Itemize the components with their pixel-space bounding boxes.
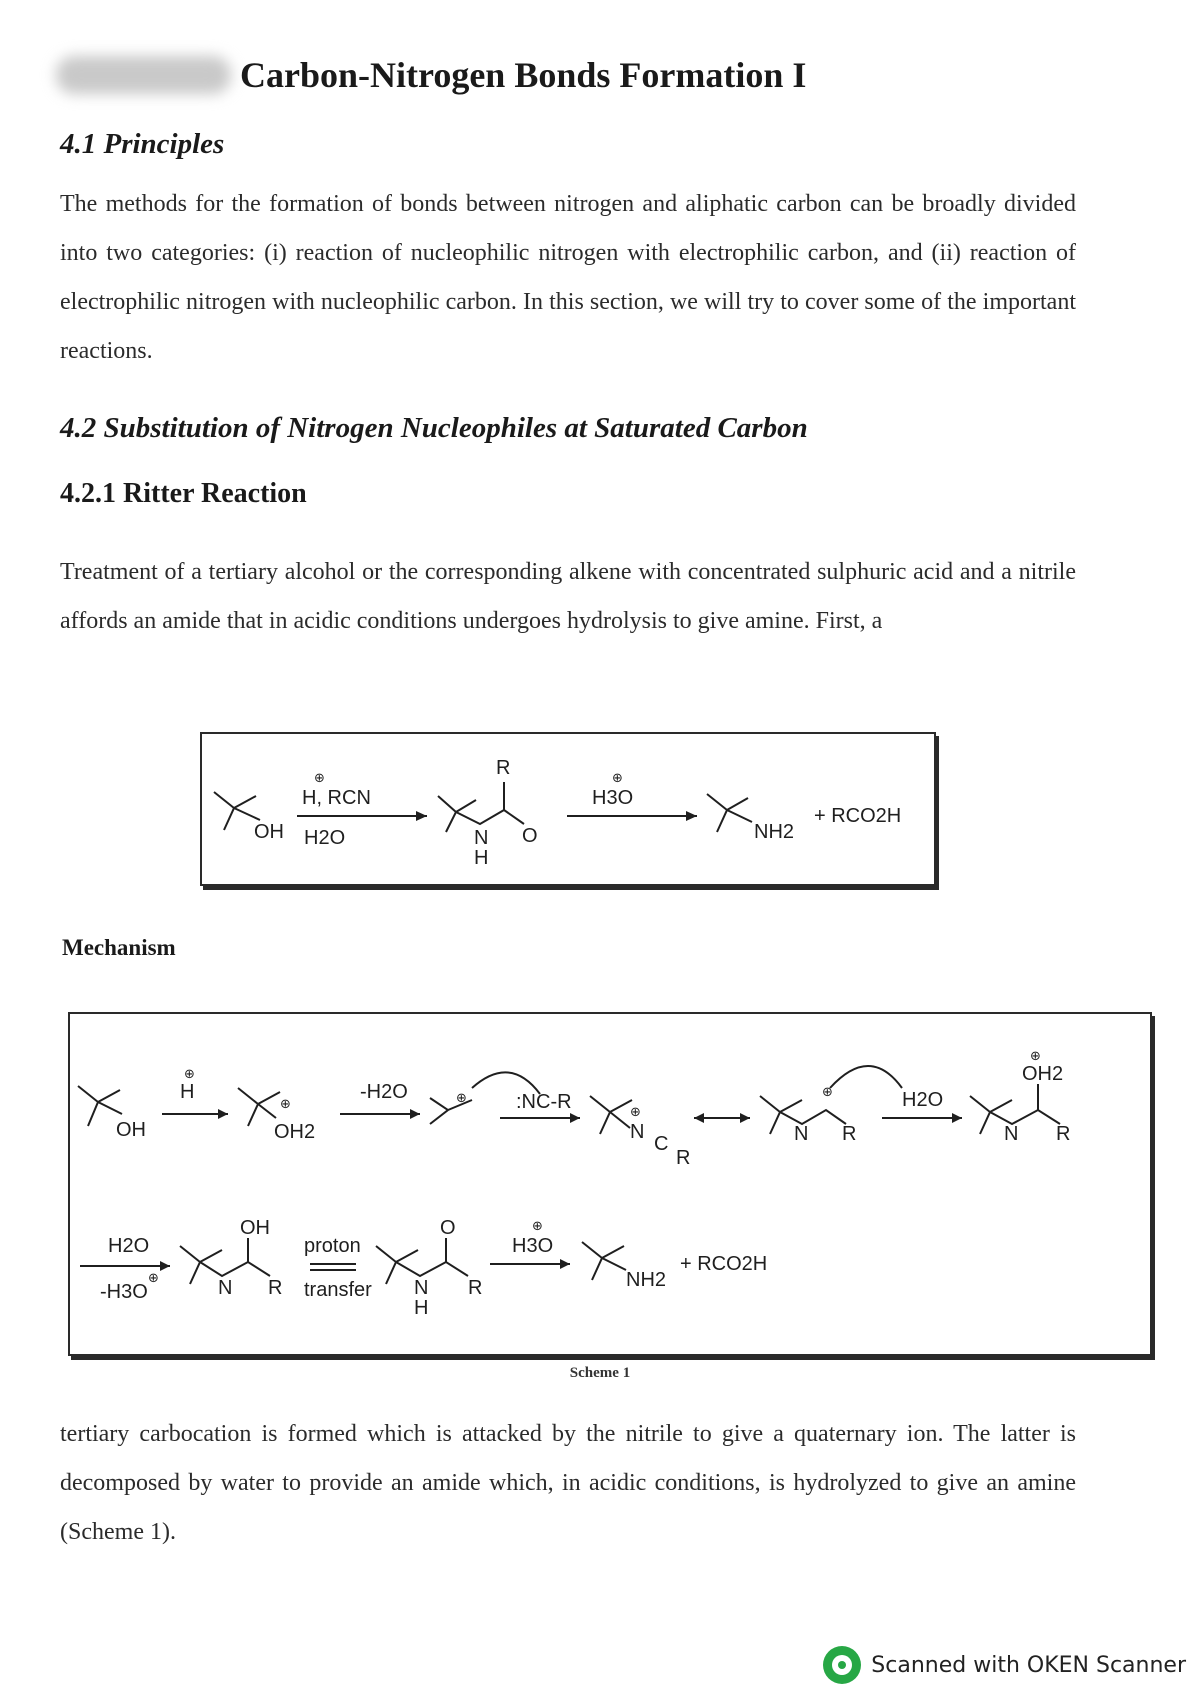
charge-symbol: ⊕ (612, 770, 623, 785)
proton-label: proton (304, 1235, 361, 1257)
charge-symbol: ⊕ (184, 1066, 195, 1081)
tert-butylamine-structure (707, 794, 794, 843)
ritter-overview-scheme (200, 732, 936, 886)
charge-symbol: ⊕ (532, 1218, 543, 1233)
scanner-text: Scanned with OKEN Scanner (871, 1652, 1186, 1678)
minus-water-label: -H2O (360, 1081, 408, 1103)
h-label: H (474, 847, 489, 869)
page-title: Carbon-Nitrogen Bonds Formation I (240, 55, 807, 95)
reagents-bottom: H2O (304, 827, 346, 849)
nh2-label: NH2 (754, 821, 795, 843)
charge-symbol: ⊕ (456, 1090, 467, 1105)
section-heading-principles: 4.1 Principles (60, 128, 225, 160)
minus-hydronium-label: -H3O (100, 1281, 148, 1303)
h-plus-label: H (180, 1081, 195, 1103)
oh-label: OH (116, 1119, 146, 1141)
charge-symbol: ⊕ (148, 1270, 159, 1285)
ritter-overview-drawing (202, 734, 934, 884)
c-label: C (654, 1133, 669, 1155)
oken-logo-icon (823, 1646, 861, 1684)
reagents-hydrolysis: H3O (592, 787, 634, 809)
amide-structure (438, 757, 538, 869)
redacted-header-prefix (56, 56, 231, 94)
n-label: N (1004, 1123, 1019, 1145)
n-label: N (218, 1277, 233, 1299)
charge-symbol: ⊕ (314, 770, 325, 785)
r-label: R (1056, 1123, 1071, 1145)
charge-symbol: ⊕ (1030, 1048, 1041, 1063)
closing-paragraph: tertiary carbocation is formed which is attacked by the nitrile to give a quaternary ion. The latter is decomposed by water to provide an amide which, in acidic conditions, is hydrolyzed to give an amine (Scheme 1). (60, 1421, 1076, 1545)
nh2-label: NH2 (626, 1269, 667, 1291)
n-label: N (630, 1121, 645, 1143)
charge-symbol: ⊕ (630, 1104, 641, 1119)
r-label: R (676, 1147, 691, 1169)
reagents-top: H, RCN (302, 787, 371, 809)
n-label: N (794, 1123, 809, 1145)
byproduct-label: + RCO2H (680, 1253, 768, 1275)
mechanism-row-2 (80, 1217, 767, 1319)
o-label: O (440, 1217, 456, 1239)
tert-butanol-structure (214, 792, 284, 843)
scanner-watermark (823, 1646, 1186, 1684)
section-heading-substitution: 4.2 Substitution of Nitrogen Nucleophiles at Saturated Carbon (60, 412, 808, 444)
oh-label: OH (240, 1217, 270, 1239)
r-label: R (496, 757, 511, 779)
n-label: N (474, 827, 489, 849)
r-label: R (468, 1277, 483, 1299)
r-label: R (842, 1123, 857, 1145)
oh-label: OH (254, 821, 284, 843)
scheme-caption: Scheme 1 (569, 1365, 631, 1381)
mechanism-row-1 (78, 1048, 1070, 1169)
section-heading-ritter: 4.2.1 Ritter Reaction (60, 478, 307, 509)
water-label: H2O (902, 1089, 944, 1111)
r-label: R (268, 1277, 283, 1299)
nitrile-label: :NC-R (516, 1091, 572, 1113)
h-label: H (414, 1297, 429, 1319)
curved-arrow (830, 1066, 902, 1088)
water-label: H2O (108, 1235, 150, 1257)
n-label: N (414, 1277, 429, 1299)
charge-symbol: ⊕ (280, 1096, 291, 1111)
charge-symbol: ⊕ (822, 1084, 833, 1099)
mechanism-drawing (70, 1014, 1150, 1354)
oxonium-label: OH2 (1022, 1063, 1064, 1085)
mechanism-scheme (68, 1012, 1152, 1356)
principles-paragraph: The methods for the formation of bonds between nitrogen and aliphatic carbon can be broadly divided into two categories: (i) reaction of nucleophilic nitrogen with electrophilic carbon, and (ii) reaction of electrophilic nitrogen with nucleophilic carbon. In this section, we will try to cover some of the important reactions. (60, 191, 1076, 364)
mechanism-heading: Mechanism (62, 935, 176, 960)
o-label: O (522, 825, 538, 847)
oxonium-label: OH2 (274, 1121, 316, 1143)
byproduct-label: + RCO2H (814, 805, 902, 827)
transfer-label: transfer (304, 1279, 372, 1301)
ritter-paragraph: Treatment of a tertiary alcohol or the corresponding alkene with concentrated sulphuric acid and a nitrile affords an amide that in acidic conditions undergoes hydrolysis to give amine. First, a (60, 559, 1076, 634)
hydronium-label: H3O (512, 1235, 554, 1257)
